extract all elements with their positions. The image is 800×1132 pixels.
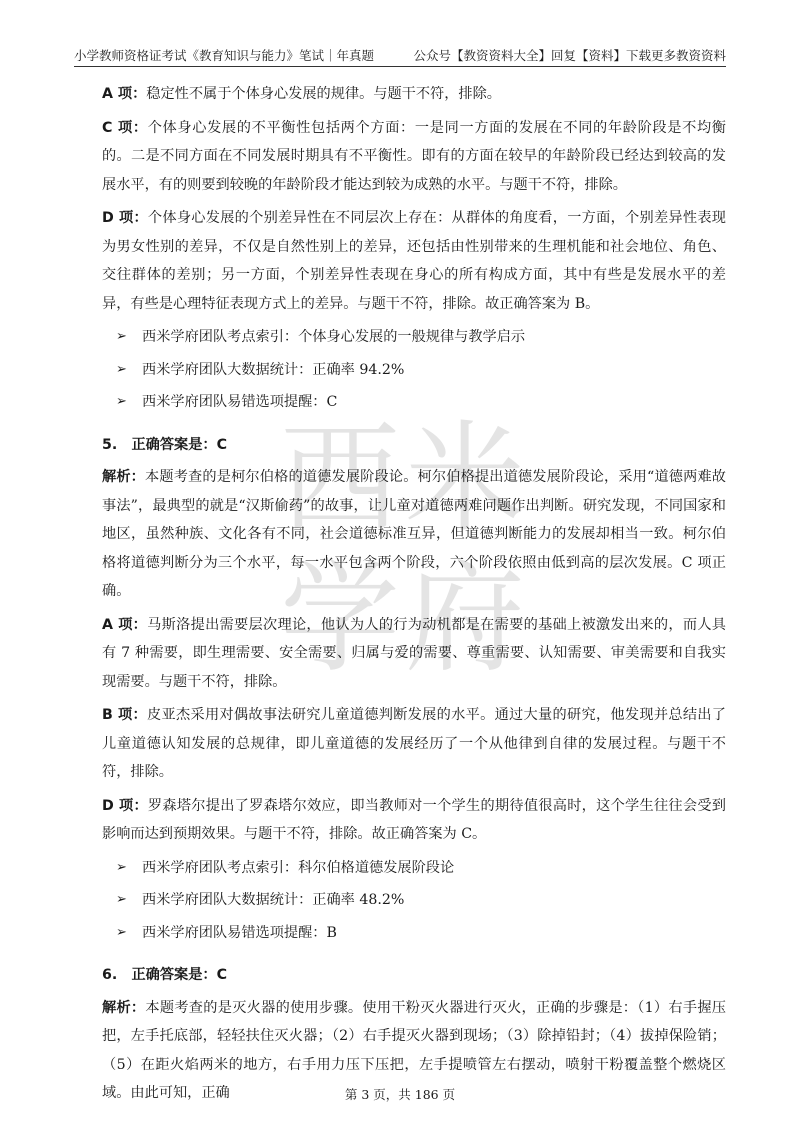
q6-analysis: 解析：本题考查的是灭火器的使用步骤。使用干粉灭火器进行灭火，正确的步骤是：（1）右手握压把，左手托底部，轻轻扶住灭火器；（2）右手提灭火器到现场；（3）除掉铅封；（4）拔掉保险销；（5）在距火焰两米的地方，右手用力压下压把，左手提喷管左右摆动，喷射干粉覆盖整个燃烧区域。由此可知，正确 [102, 999, 726, 1101]
q5-heading: 5. 正确答案是：C [102, 436, 227, 453]
q5-bullet-stats: ➢ 西米学府团队大数据统计：正确率 48.2% [116, 886, 726, 915]
header-right: 公众号【教资资料大全】回复【资料】下载更多教资资料 [413, 48, 726, 63]
page-footer: 第 3 页，共 186 页 [344, 1087, 456, 1102]
q4-bullet-stats: ➢ 西米学府团队大数据统计：正确率 94.2% [116, 356, 726, 385]
watermark-char: 西 [280, 410, 400, 549]
q5-option-b: B 项：皮亚杰采用对偶故事法研究儿童道德判断发展的水平。通过大量的研究，他发现并总结出了儿童道德认知发展的总规律，即儿童道德的发展经历了一个从他律到自律的发展过程。与题干不符，排除。 [102, 707, 726, 780]
arrow-bullet-icon: ➢ [116, 394, 127, 409]
q4-option-a: A 项：稳定性不属于个体身心发展的规律。与题干不符，排除。 [102, 86, 501, 102]
q5-analysis: 解析：本题考查的是柯尔伯格的道德发展阶段论。柯尔伯格提出道德发展阶段论，采用“道德两难故事法”，最典型的就是“汉斯偷药”的故事，让儿童对道德两难问题作出判断。研究发现，不同国家和地区，虽然种族、文化各有不同，社会道德标准互异，但道德判断能力的发展却相当一致。柯尔伯格将道德判断分为三个水平，每一水平包含两个阶段，六个阶段依照由低到高的层次发展。C 项正确。 [102, 469, 726, 599]
watermark-char: 府 [405, 550, 525, 689]
q4-option-c: C 项：个体身心发展的不平衡性包括两个方面：一是同一方面的发展在不同的年龄阶段是不均衡的。二是不同方面在不同发展时期具有不平衡性。即有的方面在较早的年龄阶段已经达到较高的发展水平，有的则要到较晚的年龄阶段才能达到较为成熟的水平。与题干不符，排除。 [102, 119, 726, 193]
arrow-bullet-icon: ➢ [116, 892, 127, 907]
arrow-bullet-icon: ➢ [116, 924, 127, 940]
q5-bullet-index: ➢ 西米学府团队考点索引：科尔伯格道德发展阶段论 [116, 854, 726, 883]
q5-option-a: A 项：马斯洛提出需要层次理论，他认为人的行为动机都是在需要的基础上被激发出来的，而人具有 7 种需要，即生理需要、安全需要、归属与爱的需要、尊重需要、认知需要、审美需要和自我实现需要。与题干不符，排除。 [102, 616, 726, 690]
q4-option-d: D 项：个体身心发展的个别差异性在不同层次上存在：从群体的角度看，一方面，个别差异性表现为男女性别的差异，不仅是自然性别上的差异，还包括由性别带来的生理机能和社会地位、角色、交往群体的差别；另一方面，个别差异性表现在身心的所有构成方面，其中有些是发展水平的差异，有些是心理特征表现方式上的差异。与题干不符，排除。故正确答案为 B。 [102, 210, 726, 312]
watermark-char: 学 [280, 550, 400, 689]
arrow-bullet-icon: ➢ [116, 361, 127, 377]
q5-bullet-error: ➢ 西米学府团队易错选项提醒：B [116, 919, 726, 948]
q4-bullet-error: ➢ 西米学府团队易错选项提醒：C [116, 388, 726, 417]
watermark-char: 米 [405, 410, 525, 549]
q6-heading: 6. 正确答案是：C [102, 967, 227, 983]
q5-option-d: D 项：罗森塔尔提出了罗森塔尔效应，即当教师对一个学生的期待值很高时，这个学生往往会受到影响而达到预期效果。与题干不符，排除。故正确答案为 C。 [102, 797, 726, 842]
q4-bullet-index: ➢ 西米学府团队考点索引：个体身心发展的一般规律与教学启示 [116, 323, 726, 352]
page-content [102, 80, 726, 1113]
header-left: 小学教师资格证考试《教育知识与能力》笔试｜年真题 [74, 48, 375, 63]
page-header [74, 42, 726, 67]
arrow-bullet-icon: ➢ [116, 859, 127, 875]
arrow-bullet-icon: ➢ [116, 329, 127, 344]
